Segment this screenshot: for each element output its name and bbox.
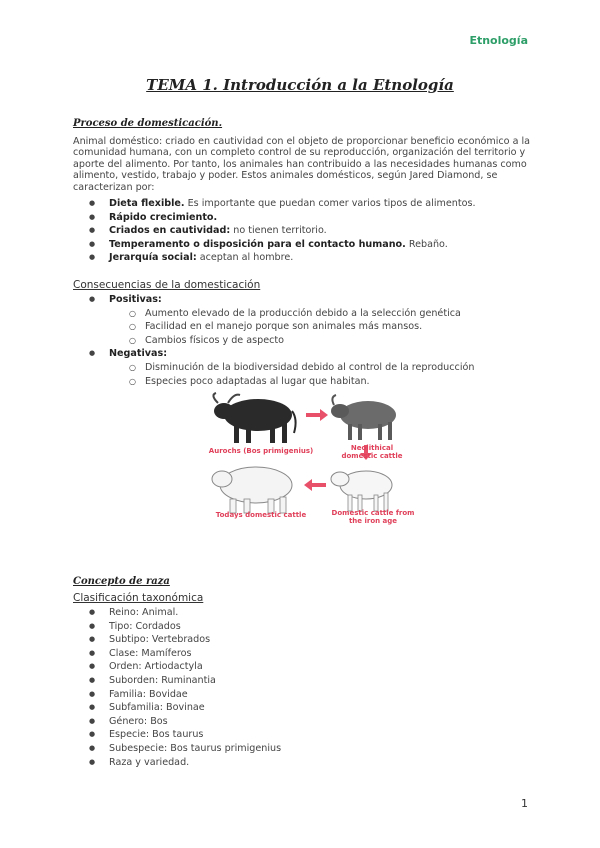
- list-item: ● Raza y variedad.: [73, 756, 543, 770]
- list-item: ● Reino: Animal.: [73, 606, 543, 620]
- todays-cattle-drawing: [212, 467, 292, 513]
- list-item: ● Criados en cautividad: no tienen territorio.: [73, 224, 543, 238]
- list-item: ● Orden: Artiodactyla: [73, 660, 543, 674]
- domestication-heading: Proceso de domesticación.: [73, 118, 223, 129]
- breed-heading: Concepto de raza: [73, 576, 170, 587]
- list-item-negative: ● Negativas: ○ Disminución de la biodiversidad debido al control de la reproducción ○ Especies poco adaptadas al lugar que habitan.: [73, 347, 543, 388]
- taxonomy-heading: Clasificación taxonómica: [73, 592, 204, 604]
- traits-list: [73, 197, 543, 265]
- list-item: ○ Disminución de la biodiversidad debido al control de la reproducción: [109, 361, 543, 375]
- neolithic-cattle-drawing: [331, 395, 396, 440]
- header-subject: Etnología: [469, 34, 528, 47]
- page-number: 1: [521, 797, 528, 810]
- list-item: ● Jerarquía social: aceptan al hombre.: [73, 251, 543, 265]
- list-item: ○ Aumento elevado de la producción debido a la selección genética: [109, 307, 543, 321]
- list-item: ● Suborden: Ruminantia: [73, 674, 543, 688]
- arrow-left-icon: [304, 479, 326, 491]
- label-neolithic: Neolithical domestic cattle: [341, 444, 403, 460]
- list-item: ● Género: Bos: [73, 715, 543, 729]
- list-item: ● Clase: Mamíferos: [73, 647, 543, 661]
- cattle-evolution-figure: [200, 389, 420, 534]
- list-item: ● Familia: Bovidae: [73, 688, 543, 702]
- list-item-positive: ● Positivas: ○ Aumento elevado de la producción debido a la selección genética ○ Facilidad en el manejo porque son animales más mansos. ○ Cambios físicos y de aspecto: [73, 293, 543, 347]
- list-item: ● Subtipo: Vertebrados: [73, 633, 543, 647]
- consequences-list: [73, 293, 543, 388]
- page-title: TEMA 1. Introducción a la Etnología: [146, 76, 454, 94]
- list-item: ● Temperamento o disposición para el contacto humano. Rebaño.: [73, 238, 543, 252]
- list-item: ● Subespecie: Bos taurus primigenius: [73, 742, 543, 756]
- label-todays: Todays domestic cattle: [215, 511, 307, 519]
- list-item: ○ Facilidad en el manejo porque son animales más mansos.: [109, 320, 543, 334]
- list-item: ● Especie: Bos taurus: [73, 728, 543, 742]
- label-iron-age: Domestic cattle from the iron age: [331, 509, 415, 525]
- arrow-right-icon: [306, 409, 328, 421]
- list-item: ● Subfamilia: Bovinae: [73, 701, 543, 715]
- list-item: ● Tipo: Cordados: [73, 620, 543, 634]
- domestication-intro: Animal doméstico: criado en cautividad con el objeto de proporcionar beneficio económico a la comunidad humana, con un completo control de su reproducción, organización del territorio y aporte del alimento. Por tanto, los animales han contribuido a las necesidades humanas como alimento, vestido, trabajo y poder. Estos animales domésticos, según Jared Diamond, se caracterizan por:: [73, 136, 531, 193]
- list-item: ● Rápido crecimiento.: [73, 211, 543, 225]
- list-item: ○ Cambios físicos y de aspecto: [109, 334, 543, 348]
- list-item: ○ Especies poco adaptadas al lugar que habitan.: [109, 375, 543, 389]
- label-aurochs: Aurochs (Bos primigenius): [208, 447, 314, 455]
- taxonomy-list: [73, 606, 543, 769]
- iron-age-cattle-drawing: [331, 471, 392, 511]
- aurochs-drawing: [213, 393, 295, 443]
- list-item: ● Dieta flexible. Es importante que puedan comer varios tipos de alimentos.: [73, 197, 543, 211]
- consequences-heading: Consecuencias de la domesticación: [73, 279, 261, 291]
